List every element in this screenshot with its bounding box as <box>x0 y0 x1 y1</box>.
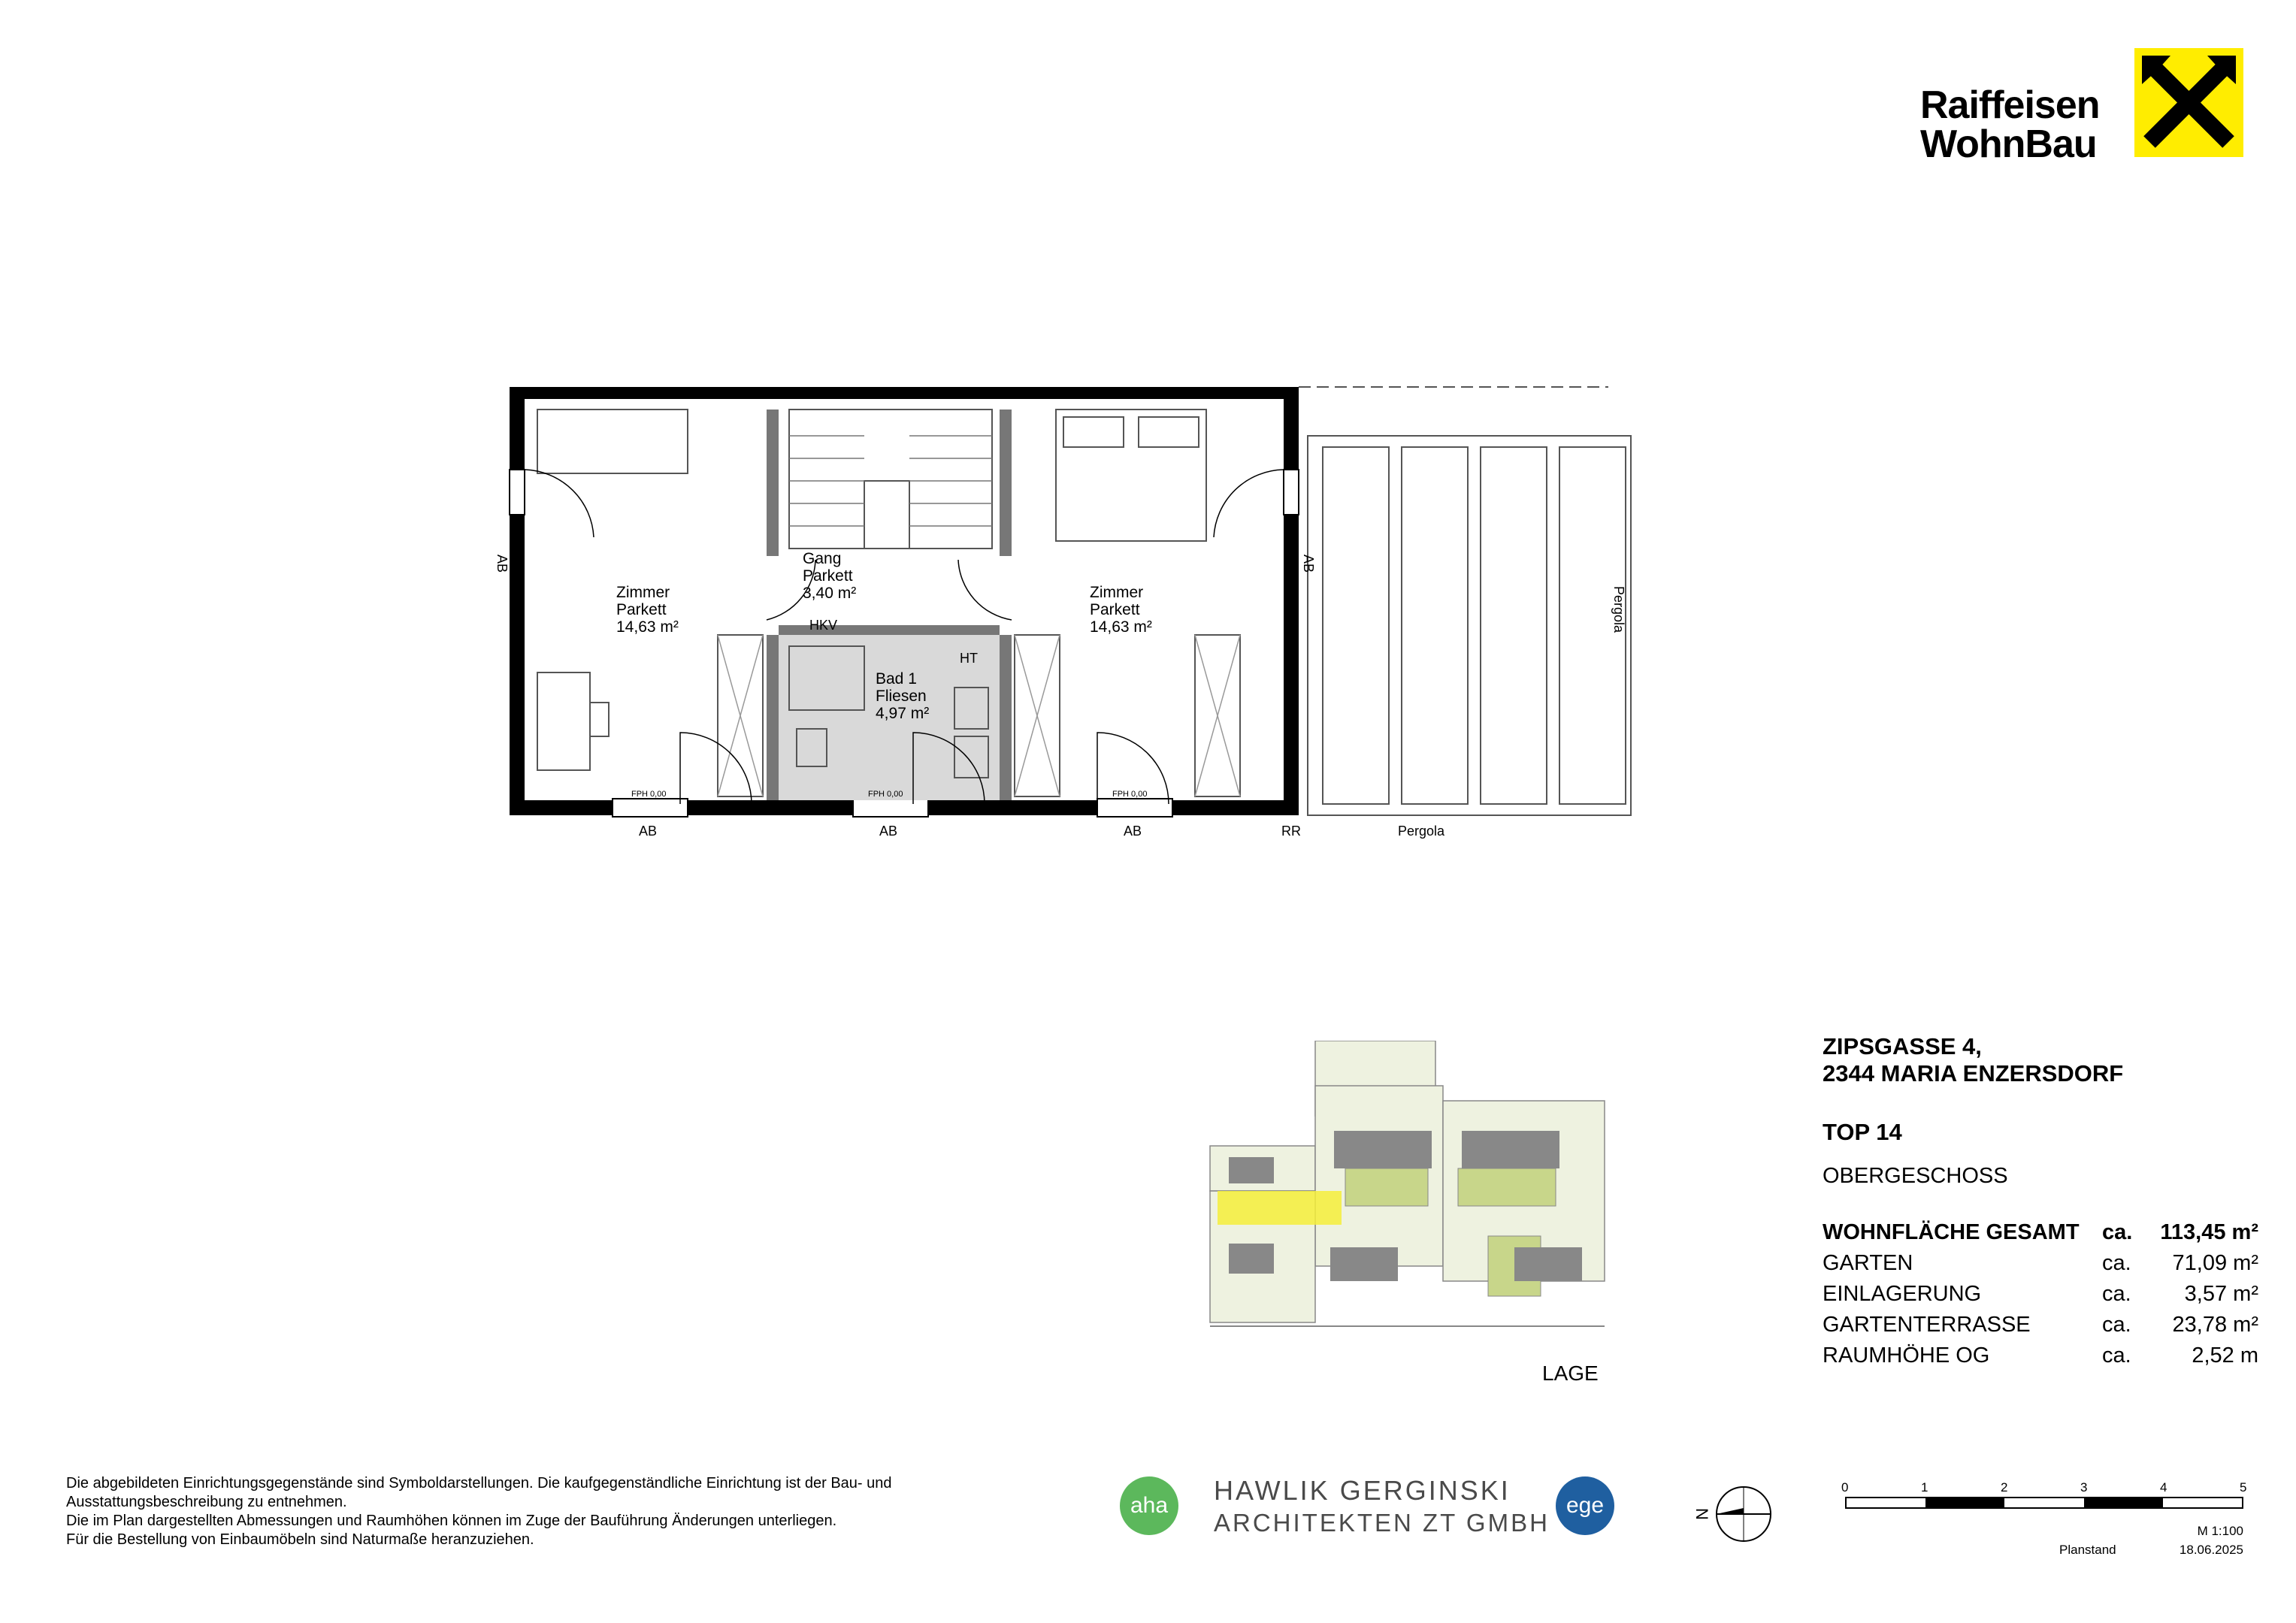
scale-tick-label: 2 <box>2001 1480 2008 1495</box>
ab-label-left: AB <box>495 555 510 573</box>
room-4-floor: Fliesen <box>876 688 927 705</box>
area-row-ca: ca. <box>2102 1251 2131 1275</box>
area-row-label: RAUMHÖHE OG <box>1823 1343 1990 1368</box>
planstand-label: Planstand <box>2059 1543 2116 1557</box>
area-row-label: GARTENTERRASSE <box>1823 1313 2031 1337</box>
hkv-label: HKV <box>809 618 838 633</box>
pergola-label-bottom: Pergola <box>1398 824 1445 839</box>
architect-badge-left <box>1120 1476 1178 1535</box>
logo-line-1: Raiffeisen <box>1920 83 2100 127</box>
disclaimer-line: Ausstattungsbeschreibung zu entnehmen. <box>66 1494 347 1510</box>
pergola <box>1299 387 1631 815</box>
architect-line-1: HAWLIK GERGINSKI <box>1214 1475 1511 1506</box>
area-row <box>1823 1220 2258 1251</box>
area-row-ca: ca. <box>2102 1343 2131 1368</box>
site-label: LAGE <box>1542 1362 1599 1385</box>
planstand-date: 18.06.2025 <box>2179 1543 2243 1557</box>
scale-tick-label: 0 <box>1841 1480 1849 1495</box>
ege-logo-text: ege <box>1565 1493 1605 1518</box>
room-2-floor: Parkett <box>803 567 853 585</box>
area-row-label: GARTEN <box>1823 1251 1913 1275</box>
scale-tick-label: 3 <box>2080 1480 2088 1495</box>
room-3-floor: Parkett <box>1090 601 1140 618</box>
north-label: N <box>1693 1508 1711 1520</box>
disclaimer-line: Die abgebildeten Einrichtungsgegenstände sind Symboldarstellungen. Die kaufgegenständliche Einrichtung ist der Bau- und <box>66 1475 892 1492</box>
pergola-label-side: Pergola <box>1611 586 1626 633</box>
site-highlight <box>1218 1191 1342 1225</box>
disclaimer <box>66 1474 1043 1549</box>
scale-tick-label: 4 <box>2160 1480 2167 1495</box>
room-3-name: Zimmer <box>1090 584 1144 601</box>
room-1-name: Zimmer <box>616 584 670 601</box>
area-row-value: 71,09 m² <box>2172 1251 2258 1275</box>
aha-logo-text: aha <box>1130 1493 1169 1518</box>
ab-label-2: AB <box>879 824 898 839</box>
fph-label-1: FPH 0,00 <box>631 790 667 799</box>
ab-label-1: AB <box>639 824 658 839</box>
architect-badge-right <box>1556 1476 1614 1535</box>
room-4-name: Bad 1 <box>876 670 917 688</box>
area-row-value: 3,57 m² <box>2184 1282 2258 1306</box>
logo <box>1920 81 2243 166</box>
area-row <box>1823 1313 2258 1343</box>
unit-label: TOP 14 <box>1823 1119 1902 1145</box>
ab-label-right: AB <box>1301 555 1316 573</box>
ht-label: HT <box>960 651 978 666</box>
room-2-name: Gang <box>803 550 842 567</box>
scale-segments <box>1845 1497 2243 1509</box>
address-line-2: 2344 MARIA ENZERSDORF <box>1823 1060 2124 1087</box>
room-1-area: 14,63 m² <box>616 618 679 636</box>
room-3-area: 14,63 m² <box>1090 618 1152 636</box>
area-row <box>1823 1282 2258 1313</box>
area-row-value: 2,52 m <box>2192 1343 2258 1368</box>
area-row <box>1823 1343 2258 1374</box>
site-plan <box>1202 1041 1608 1337</box>
logo-line-2: WohnBau <box>1920 122 2097 166</box>
area-row-label: EINLAGERUNG <box>1823 1282 1982 1306</box>
ab-label-3: AB <box>1124 824 1142 839</box>
area-row-value: 23,78 m² <box>2172 1313 2258 1337</box>
north-arrow-icon <box>1687 1484 1774 1544</box>
raiffeisen-cross-icon <box>2134 48 2243 157</box>
fph-label-3: FPH 0,00 <box>1112 790 1148 799</box>
area-row-ca: ca. <box>2102 1313 2131 1337</box>
area-row-label: WOHNFLÄCHE GESAMT <box>1823 1220 2080 1244</box>
disclaimer-line: Für die Bestellung von Einbaumöbeln sind Naturmaße heranzuziehen. <box>66 1531 534 1548</box>
architect-line-2: ARCHITEKTEN ZT GMBH <box>1214 1509 1550 1537</box>
room-1-floor: Parkett <box>616 601 667 618</box>
level-label: OBERGESCHOSS <box>1823 1164 2008 1188</box>
disclaimer-line: Die im Plan dargestellten Abmessungen und Raumhöhen können im Zuge der Bauführung Änderungen unterliegen. <box>66 1513 837 1529</box>
area-table <box>1823 1220 2258 1374</box>
area-row <box>1823 1251 2258 1282</box>
floor-plan <box>481 376 1638 857</box>
rr-label: RR <box>1281 824 1301 839</box>
scale-ratio: M 1:100 <box>2197 1524 2243 1538</box>
address-line-1: ZIPSGASSE 4, <box>1823 1033 1982 1059</box>
scale-tick-label: 5 <box>2240 1480 2247 1495</box>
room-2-area: 3,40 m² <box>803 585 857 602</box>
area-row-ca: ca. <box>2102 1220 2133 1244</box>
area-row-ca: ca. <box>2102 1282 2131 1306</box>
fph-label-2: FPH 0,00 <box>868 790 903 799</box>
area-row-value: 113,45 m² <box>2160 1220 2258 1244</box>
info-block <box>1823 1033 2258 1374</box>
scale-bar <box>1841 1480 2247 1563</box>
scale-tick-label: 1 <box>1921 1480 1928 1495</box>
room-4-area: 4,97 m² <box>876 705 930 722</box>
